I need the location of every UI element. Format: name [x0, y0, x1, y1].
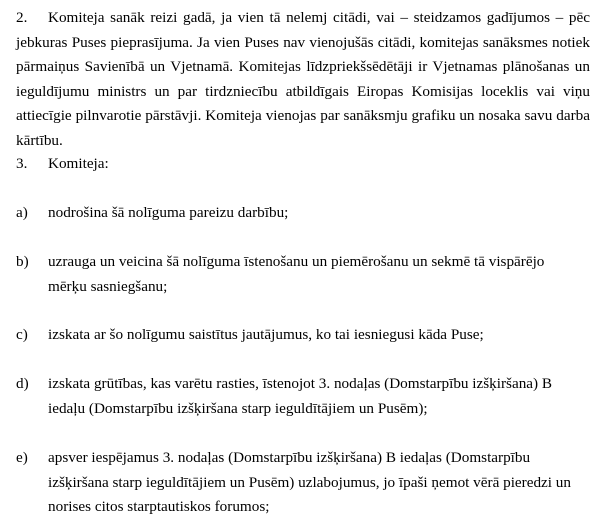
paragraph-2 [16, 6, 590, 153]
list-item-e [16, 446, 590, 520]
list-item-text: izskata grūtības, kas varētu rasties, īstenojot 3. nodaļas (Domstarpību izšķiršana) B iedaļu (Domstarpību izšķiršana starp ieguldītājiem un Pusēm); [48, 375, 553, 417]
list-item-label: a) [16, 204, 28, 221]
list-item-label: d) [16, 375, 29, 392]
list-item-b [16, 250, 590, 299]
list-item-label: c) [16, 326, 28, 343]
list-item-text: izskata ar šo nolīgumu saistītus jautājumus, ko tai iesniegusi kāda Puse; [48, 326, 484, 343]
list-item-text: nodrošina šā nolīguma pareizu darbību; [48, 204, 289, 221]
paragraph-3-text: Komiteja: [48, 155, 109, 172]
list-item-a [16, 201, 590, 226]
paragraph-3-number: 3. [16, 155, 28, 172]
paragraph-2-number: 2. [16, 9, 28, 26]
list-item-text: apsver iespējamus 3. nodaļas (Domstarpību izšķiršana) B iedaļas (Domstarpību izšķiršana starp ieguldītājiem un Pusēm) uzlabojumus, jo īpaši ņemot vērā pieredzi un norises citos starptautiskos forumos; [48, 449, 571, 515]
list-item-label: e) [16, 449, 28, 466]
list-item-text: uzrauga un veicina šā nolīguma īstenošanu un piemērošanu un sekmē tā vispārējo mērķu sasniegšanu; [48, 253, 545, 295]
list-item-label: b) [16, 253, 29, 270]
list-item-d [16, 372, 590, 421]
list-item-c [16, 323, 590, 348]
paragraph-2-text: Komiteja sanāk reizi gadā, ja vien tā nelemj citādi, vai – steidzamos gadījumos – pēc jebkuras Puses pieprasījuma. Ja vien Puses nav vienojušās citādi, komitejas sanāksmes notiek pārmaiņus Savienībā un Vjetnamā. Komitejas līdzpriekšsēdētāji ir Vjetnamas plānošanas un ieguldījumu ministrs un par tirdzniecību atbildīgais Eiropas Komisijas loceklis vai viņu attiecīgie pilnvarotie pārstāvji. Komiteja vienojas par sanāksmju grafiku un nosaka savu darba kārtību. [16, 9, 590, 149]
